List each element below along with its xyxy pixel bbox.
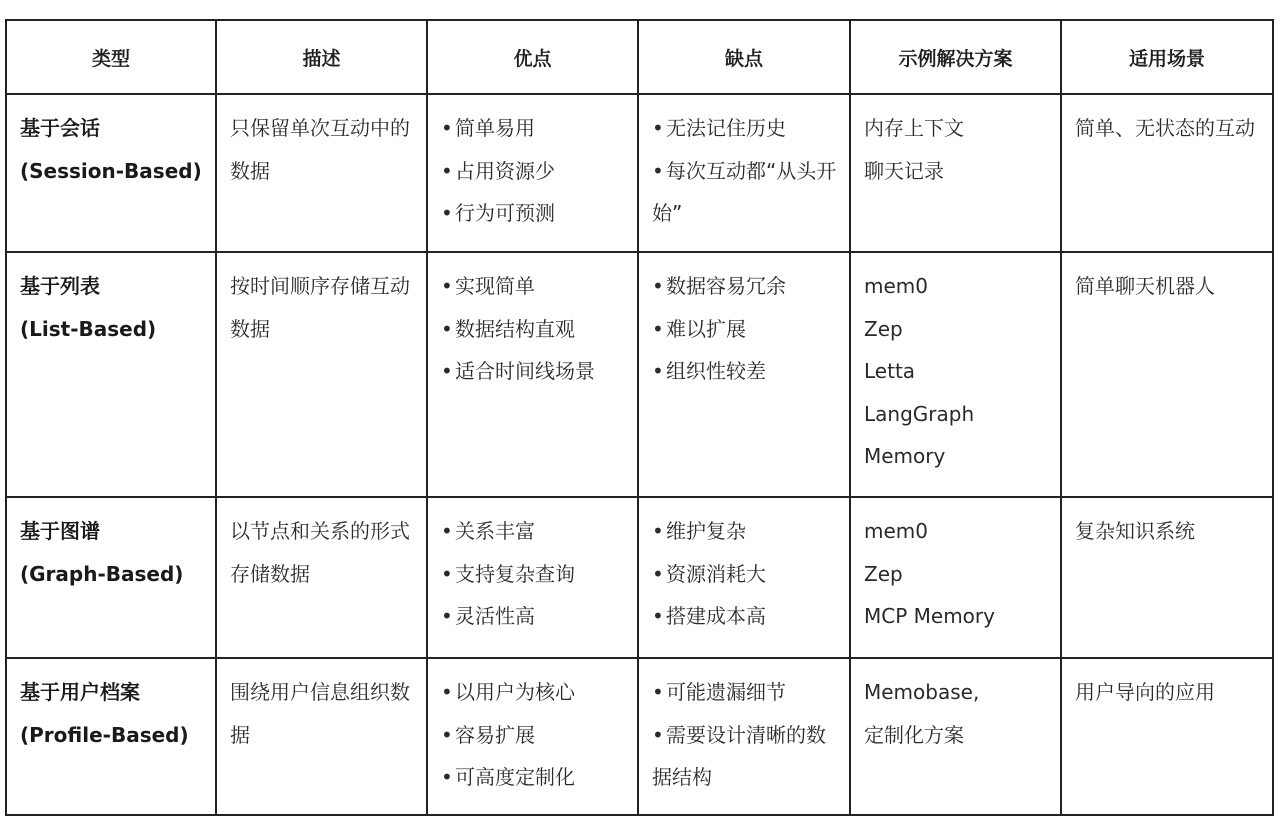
cons-cell — [638, 252, 850, 497]
examples-cell — [850, 497, 1061, 658]
type-cell — [6, 497, 216, 658]
example-item: Zep — [864, 316, 903, 341]
pros-item: • 占用资源少 — [441, 158, 555, 183]
cons-item: • 每次互动都“从头开始” — [652, 158, 837, 225]
example-item: 聊天记录 — [864, 158, 944, 183]
header-examples: 示例解决方案 — [850, 20, 1061, 94]
description-text: 只保留单次互动中的数据 — [230, 116, 410, 183]
scenario-cell — [1061, 94, 1273, 252]
type-name-cn: 基于用户档案 — [20, 680, 140, 704]
example-item: MCP Memory — [864, 604, 995, 628]
examples-cell — [850, 658, 1061, 815]
type-cell — [6, 94, 216, 252]
type-name-en: (Session-Based) — [20, 158, 202, 183]
description-cell — [216, 497, 427, 658]
scenario-cell — [1061, 497, 1273, 658]
memory-comparison-table-wrapper — [5, 19, 1272, 816]
pros-item: • 数据结构直观 — [441, 316, 575, 341]
example-item: 定制化方案 — [864, 722, 964, 747]
table-row — [6, 658, 1273, 815]
example-item: Letta — [864, 359, 916, 383]
example-item: mem0 — [864, 519, 928, 543]
examples-cell — [850, 252, 1061, 497]
cons-item: • 资源消耗大 — [652, 561, 766, 586]
type-name-cn: 基于会话 — [20, 116, 100, 140]
cons-item: • 可能遗漏细节 — [652, 680, 786, 704]
pros-item: • 灵活性高 — [441, 604, 535, 628]
description-cell — [216, 94, 427, 252]
scenario-text: 复杂知识系统 — [1075, 519, 1195, 543]
example-item: Memory — [864, 444, 946, 468]
example-item: LangGraph — [864, 401, 975, 426]
pros-item: • 支持复杂查询 — [441, 561, 575, 586]
table-row — [6, 94, 1273, 252]
type-name-en: (Profile-Based) — [20, 722, 189, 747]
type-name-cn: 基于图谱 — [20, 519, 100, 543]
examples-cell — [850, 94, 1061, 252]
pros-item: • 容易扩展 — [441, 722, 535, 747]
scenario-text: 简单聊天机器人 — [1075, 274, 1215, 298]
header-description: 描述 — [216, 20, 427, 94]
header-scenario: 适用场景 — [1061, 20, 1273, 94]
cons-cell — [638, 497, 850, 658]
cons-item: • 需要设计清晰的数据结构 — [652, 722, 826, 789]
pros-cell — [427, 497, 638, 658]
pros-item: • 以用户为核心 — [441, 680, 575, 704]
cons-cell — [638, 658, 850, 815]
type-cell — [6, 658, 216, 815]
cons-item: • 难以扩展 — [652, 316, 746, 341]
type-name-en: (List-Based) — [20, 316, 157, 341]
example-item: mem0 — [864, 274, 928, 298]
cons-item: • 无法记住历史 — [652, 116, 786, 140]
example-item: Zep — [864, 561, 903, 586]
pros-item: • 行为可预测 — [441, 201, 555, 225]
description-text: 按时间顺序存储互动数据 — [230, 274, 410, 341]
pros-cell — [427, 252, 638, 497]
pros-cell — [427, 658, 638, 815]
example-item: 内存上下文 — [864, 116, 964, 140]
description-cell — [216, 658, 427, 815]
header-type: 类型 — [6, 20, 216, 94]
type-name-cn: 基于列表 — [20, 274, 100, 298]
description-text: 以节点和关系的形式存储数据 — [230, 519, 410, 586]
header-cons: 缺点 — [638, 20, 850, 94]
type-name-en: (Graph-Based) — [20, 561, 184, 586]
pros-cell — [427, 94, 638, 252]
description-text: 围绕用户信息组织数据 — [230, 680, 410, 747]
table-row — [6, 497, 1273, 658]
pros-item: • 适合时间线场景 — [441, 359, 595, 383]
scenario-text: 简单、无状态的互动 — [1075, 116, 1255, 140]
scenario-cell — [1061, 658, 1273, 815]
header-pros: 优点 — [427, 20, 638, 94]
scenario-cell — [1061, 252, 1273, 497]
table-header-row — [6, 20, 1273, 94]
example-item: Memobase, — [864, 680, 980, 704]
cons-cell — [638, 94, 850, 252]
pros-item: • 关系丰富 — [441, 519, 535, 543]
cons-item: • 组织性较差 — [652, 359, 766, 383]
cons-item: • 维护复杂 — [652, 519, 746, 543]
cons-item: • 数据容易冗余 — [652, 274, 786, 298]
memory-comparison-table — [5, 19, 1274, 816]
scenario-text: 用户导向的应用 — [1075, 680, 1215, 704]
pros-item: • 简单易用 — [441, 116, 535, 140]
table-row — [6, 252, 1273, 497]
pros-item: • 可高度定制化 — [441, 765, 575, 789]
description-cell — [216, 252, 427, 497]
type-cell — [6, 252, 216, 497]
pros-item: • 实现简单 — [441, 274, 535, 298]
cons-item: • 搭建成本高 — [652, 604, 766, 628]
